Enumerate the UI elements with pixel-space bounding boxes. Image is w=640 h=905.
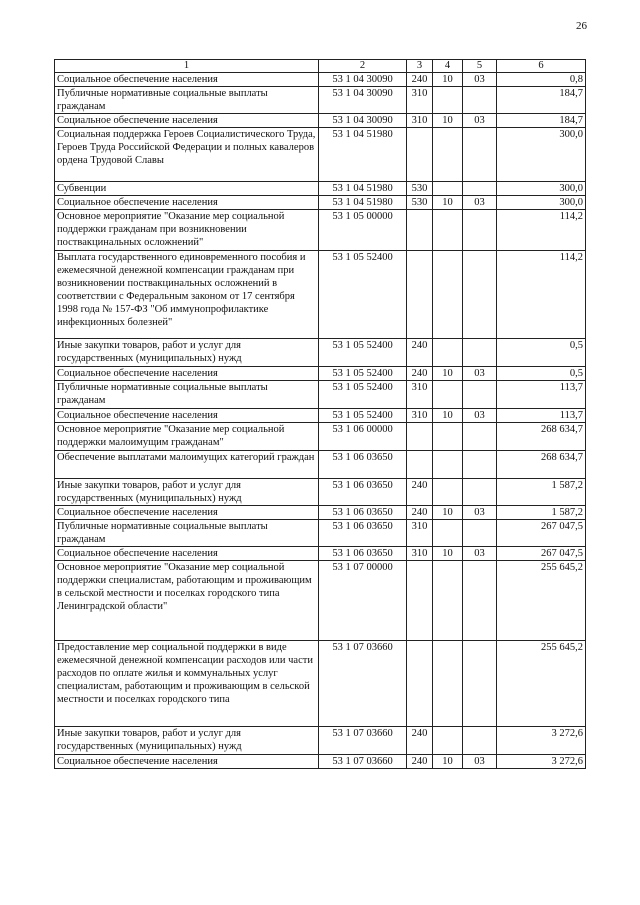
row-rz-cell	[433, 479, 463, 506]
row-code-cell: 53 1 07 00000	[319, 561, 407, 641]
row-vr-cell: 310	[407, 381, 433, 409]
row-vr-cell: 310	[407, 520, 433, 547]
row-amount-cell: 268 634,7	[497, 451, 586, 479]
row-pr-cell	[463, 87, 497, 114]
row-rz-cell	[433, 87, 463, 114]
table-row	[55, 182, 586, 196]
table-row	[55, 409, 586, 423]
row-amount-cell: 268 634,7	[497, 423, 586, 451]
row-name-cell: Публичные нормативные социальные выплаты гражданам	[55, 381, 319, 409]
row-name-cell: Обеспечение выплатами малоимущих категорий граждан	[55, 451, 319, 479]
row-pr-cell	[463, 451, 497, 479]
row-code-cell: 53 1 07 03660	[319, 641, 407, 727]
page-number: 26	[576, 20, 587, 32]
table-row	[55, 87, 586, 114]
row-code-cell: 53 1 05 52400	[319, 339, 407, 367]
row-name-cell: Иные закупки товаров, работ и услуг для государственных (муниципальных) нужд	[55, 339, 319, 367]
table-row	[55, 561, 586, 641]
row-amount-cell: 300,0	[497, 128, 586, 182]
row-amount-cell: 1 587,2	[497, 479, 586, 506]
row-code-cell: 53 1 07 03660	[319, 755, 407, 769]
row-code-cell: 53 1 05 00000	[319, 210, 407, 251]
row-amount-cell: 1 587,2	[497, 506, 586, 520]
row-pr-cell	[463, 479, 497, 506]
row-vr-cell: 240	[407, 339, 433, 367]
row-rz-cell: 10	[433, 367, 463, 381]
row-amount-cell: 300,0	[497, 196, 586, 210]
table-row	[55, 367, 586, 381]
row-rz-cell	[433, 727, 463, 755]
row-vr-cell	[407, 251, 433, 339]
row-code-cell: 53 1 06 03650	[319, 479, 407, 506]
row-pr-cell: 03	[463, 506, 497, 520]
row-name-cell: Социальное обеспечение населения	[55, 506, 319, 520]
row-name-cell: Выплата государственного единовременного пособия и ежемесячной денежной компенсации гражданам при возникновении поствакцинальных осложнений в соответствии с Федеральным законом от 17 сентября 1998 года № 157-ФЗ "Об иммунопрофилактике инфекционных болезней"	[55, 251, 319, 339]
row-amount-cell: 113,7	[497, 381, 586, 409]
row-vr-cell: 240	[407, 755, 433, 769]
row-rz-cell	[433, 128, 463, 182]
row-pr-cell	[463, 641, 497, 727]
row-pr-cell	[463, 339, 497, 367]
row-amount-cell: 0,5	[497, 367, 586, 381]
row-vr-cell: 530	[407, 196, 433, 210]
row-code-cell: 53 1 06 03650	[319, 547, 407, 561]
row-rz-cell	[433, 451, 463, 479]
row-name-cell: Субвенции	[55, 182, 319, 196]
row-pr-cell	[463, 251, 497, 339]
header-col-6: 6	[497, 60, 586, 73]
table-row	[55, 196, 586, 210]
row-rz-cell: 10	[433, 506, 463, 520]
row-amount-cell: 255 645,2	[497, 561, 586, 641]
row-rz-cell: 10	[433, 196, 463, 210]
row-pr-cell: 03	[463, 547, 497, 561]
row-code-cell: 53 1 04 30090	[319, 87, 407, 114]
row-name-cell: Публичные нормативные социальные выплаты гражданам	[55, 87, 319, 114]
row-name-cell: Социальное обеспечение населения	[55, 409, 319, 423]
row-pr-cell: 03	[463, 114, 497, 128]
row-amount-cell: 3 272,6	[497, 727, 586, 755]
row-code-cell: 53 1 04 51980	[319, 182, 407, 196]
row-code-cell: 53 1 04 30090	[319, 73, 407, 87]
row-code-cell: 53 1 05 52400	[319, 367, 407, 381]
row-pr-cell	[463, 381, 497, 409]
row-name-cell: Социальная поддержка Героев Социалистического Труда, Героев Труда Российской Федерации и полных кавалеров ордена Трудовой Славы	[55, 128, 319, 182]
row-rz-cell	[433, 251, 463, 339]
row-pr-cell	[463, 128, 497, 182]
row-vr-cell	[407, 210, 433, 251]
row-code-cell: 53 1 05 52400	[319, 251, 407, 339]
row-rz-cell	[433, 210, 463, 251]
row-vr-cell: 310	[407, 547, 433, 561]
row-vr-cell: 310	[407, 409, 433, 423]
table-row	[55, 641, 586, 727]
row-name-cell: Социальное обеспечение населения	[55, 547, 319, 561]
row-vr-cell	[407, 641, 433, 727]
row-amount-cell: 184,7	[497, 114, 586, 128]
row-amount-cell: 113,7	[497, 409, 586, 423]
row-name-cell: Основное мероприятие "Оказание мер социальной поддержки специалистам, работающим и проживающим в сельской местности и поселках городского типа Ленинградской области"	[55, 561, 319, 641]
table-row	[55, 755, 586, 769]
row-vr-cell: 240	[407, 727, 433, 755]
row-rz-cell: 10	[433, 547, 463, 561]
table-row	[55, 506, 586, 520]
row-rz-cell: 10	[433, 755, 463, 769]
row-vr-cell: 310	[407, 114, 433, 128]
row-code-cell: 53 1 04 51980	[319, 196, 407, 210]
row-name-cell: Основное мероприятие "Оказание мер социальной поддержки гражданам при возникновении поствакцинальных осложнений"	[55, 210, 319, 251]
row-rz-cell	[433, 381, 463, 409]
row-code-cell: 53 1 05 52400	[319, 409, 407, 423]
row-pr-cell	[463, 210, 497, 251]
row-rz-cell	[433, 561, 463, 641]
row-rz-cell	[433, 339, 463, 367]
header-col-5: 5	[463, 60, 497, 73]
budget-table	[54, 59, 586, 769]
table-row	[55, 520, 586, 547]
row-amount-cell: 267 047,5	[497, 547, 586, 561]
row-name-cell: Основное мероприятие "Оказание мер социальной поддержки малоимущим гражданам"	[55, 423, 319, 451]
table-row	[55, 479, 586, 506]
row-rz-cell	[433, 182, 463, 196]
row-pr-cell: 03	[463, 196, 497, 210]
table-row	[55, 547, 586, 561]
row-code-cell: 53 1 06 03650	[319, 520, 407, 547]
row-amount-cell: 114,2	[497, 251, 586, 339]
row-pr-cell	[463, 520, 497, 547]
row-amount-cell: 184,7	[497, 87, 586, 114]
row-vr-cell	[407, 451, 433, 479]
table-row	[55, 339, 586, 367]
table-row	[55, 251, 586, 339]
row-pr-cell	[463, 182, 497, 196]
row-amount-cell: 0,5	[497, 339, 586, 367]
row-name-cell: Социальное обеспечение населения	[55, 73, 319, 87]
table-row	[55, 381, 586, 409]
row-code-cell: 53 1 04 30090	[319, 114, 407, 128]
header-row	[55, 60, 586, 73]
row-pr-cell: 03	[463, 409, 497, 423]
row-code-cell: 53 1 04 51980	[319, 128, 407, 182]
row-amount-cell: 114,2	[497, 210, 586, 251]
row-code-cell: 53 1 07 03660	[319, 727, 407, 755]
row-vr-cell: 530	[407, 182, 433, 196]
row-vr-cell: 240	[407, 73, 433, 87]
row-amount-cell: 300,0	[497, 182, 586, 196]
row-rz-cell	[433, 423, 463, 451]
row-pr-cell	[463, 423, 497, 451]
row-amount-cell: 3 272,6	[497, 755, 586, 769]
row-name-cell: Предоставление мер социальной поддержки в виде ежемесячной денежной компенсации расходов или части расходов по оплате жилья и коммунальных услуг специалистам, работающим и проживающим в сельской местности и поселках городского типа	[55, 641, 319, 727]
row-code-cell: 53 1 06 03650	[319, 506, 407, 520]
row-pr-cell: 03	[463, 755, 497, 769]
row-name-cell: Социальное обеспечение населения	[55, 114, 319, 128]
table-row	[55, 727, 586, 755]
row-pr-cell	[463, 727, 497, 755]
row-vr-cell: 240	[407, 479, 433, 506]
header-col-2: 2	[319, 60, 407, 73]
row-rz-cell: 10	[433, 73, 463, 87]
row-rz-cell	[433, 641, 463, 727]
row-vr-cell	[407, 561, 433, 641]
row-vr-cell: 240	[407, 506, 433, 520]
row-pr-cell	[463, 561, 497, 641]
row-pr-cell: 03	[463, 73, 497, 87]
row-vr-cell	[407, 128, 433, 182]
header-col-4: 4	[433, 60, 463, 73]
row-code-cell: 53 1 06 00000	[319, 423, 407, 451]
row-amount-cell: 267 047,5	[497, 520, 586, 547]
header-col-3: 3	[407, 60, 433, 73]
row-name-cell: Социальное обеспечение населения	[55, 367, 319, 381]
row-name-cell: Иные закупки товаров, работ и услуг для государственных (муниципальных) нужд	[55, 479, 319, 506]
row-pr-cell: 03	[463, 367, 497, 381]
row-rz-cell: 10	[433, 114, 463, 128]
row-name-cell: Социальное обеспечение населения	[55, 196, 319, 210]
table-row	[55, 73, 586, 87]
table-row	[55, 210, 586, 251]
row-vr-cell: 310	[407, 87, 433, 114]
row-amount-cell: 0,8	[497, 73, 586, 87]
row-vr-cell	[407, 423, 433, 451]
row-rz-cell: 10	[433, 409, 463, 423]
row-code-cell: 53 1 05 52400	[319, 381, 407, 409]
row-amount-cell: 255 645,2	[497, 641, 586, 727]
header-col-1: 1	[55, 60, 319, 73]
row-name-cell: Публичные нормативные социальные выплаты гражданам	[55, 520, 319, 547]
row-rz-cell	[433, 520, 463, 547]
row-name-cell: Социальное обеспечение населения	[55, 755, 319, 769]
table-row	[55, 451, 586, 479]
table-row	[55, 114, 586, 128]
table-row	[55, 128, 586, 182]
table-row	[55, 423, 586, 451]
row-vr-cell: 240	[407, 367, 433, 381]
row-name-cell: Иные закупки товаров, работ и услуг для государственных (муниципальных) нужд	[55, 727, 319, 755]
row-code-cell: 53 1 06 03650	[319, 451, 407, 479]
